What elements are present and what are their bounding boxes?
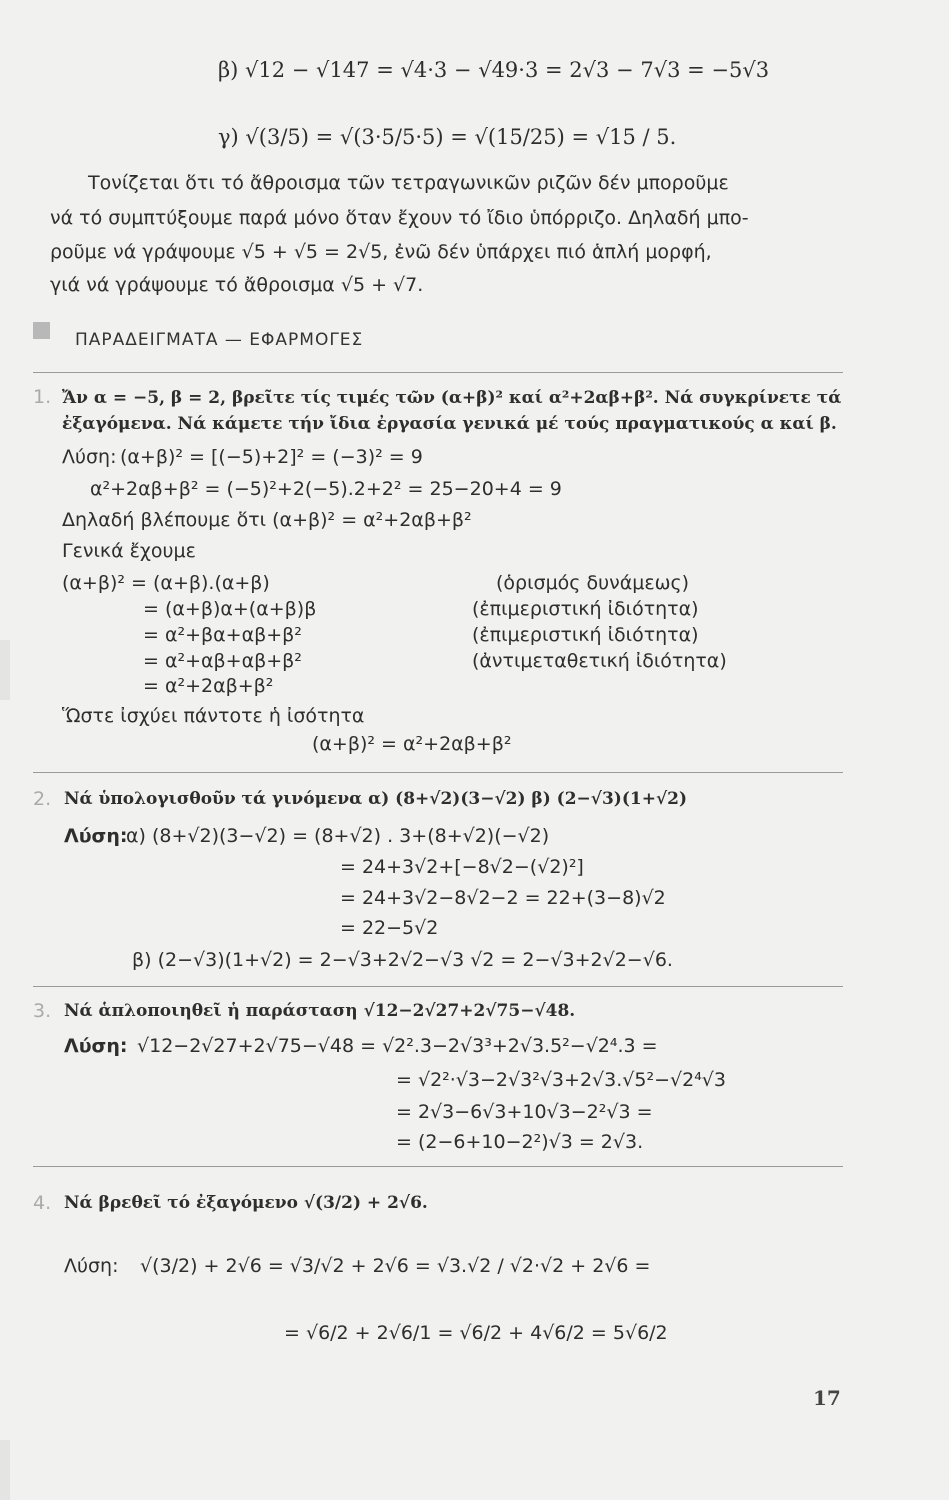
derivation-reason3: (ἐπιμεριστική ἰδιότητα) bbox=[472, 624, 699, 646]
example2-line3: = 24+3√2−8√2−2 = 22+(3−8)√2 bbox=[340, 887, 666, 909]
example1-line3: Δηλαδή βλέπουμε ὅτι (α+β)² = α²+2αβ+β² bbox=[62, 509, 472, 531]
derivation-step4: = α²+αβ+αβ+β² bbox=[143, 650, 302, 672]
intro-paragraph-line3: ροῦμε νά γράψουμε √5 + √5 = 2√5, ἐνῶ δέν ὑπάρχει πιό ἁπλή μορφή, bbox=[50, 241, 712, 263]
separator-line bbox=[33, 986, 843, 987]
intro-paragraph-line4: γιά νά γράψουμε τό ἄθροισμα √5 + √7. bbox=[50, 274, 424, 296]
example3-line3: = 2√3−6√3+10√3−2²√3 = bbox=[396, 1101, 653, 1123]
example1-line2: α²+2αβ+β² = (−5)²+2(−5).2+2² = 25−20+4 = 9 bbox=[90, 478, 562, 500]
example1-identity: (α+β)² = α²+2αβ+β² bbox=[312, 733, 512, 755]
intro-paragraph-line2: νά τό συμπτύξουμε παρά μόνο ὅταν ἔχουν τό ἴδιο ὑπόρριζο. Δηλαδή μπο- bbox=[50, 207, 749, 229]
separator-line bbox=[33, 1166, 843, 1167]
derivation-step3: = α²+βα+αβ+β² bbox=[143, 624, 302, 646]
example1-line1: (α+β)² = [(−5)+2]² = (−3)² = 9 bbox=[120, 446, 423, 468]
example-number: 4. bbox=[33, 1192, 52, 1214]
separator-line bbox=[33, 372, 843, 373]
example2-question: Νά ὑπολογισθοῦν τά γινόμενα α) (8+√2)(3−√2) β) (2−√3)(1+√2) bbox=[64, 789, 687, 809]
beta-equation: β) √12 − √147 = √4·3 − √49·3 = 2√3 − 7√3 = −5√3 bbox=[218, 58, 770, 82]
solution-label: Λύση: bbox=[64, 1255, 119, 1277]
example1-conclusion: Ὥστε ἰσχύει πάντοτε ἡ ἰσότητα bbox=[62, 705, 365, 727]
derivation-step2: = (α+β)α+(α+β)β bbox=[143, 598, 317, 620]
example4-line1: √(3/2) + 2√6 = √3/√2 + 2√6 = √3.√2 / √2·√2 + 2√6 = bbox=[140, 1255, 651, 1277]
solution-label: Λύση: bbox=[62, 446, 117, 468]
example-number: 3. bbox=[33, 1000, 52, 1022]
scan-artifact bbox=[0, 1440, 10, 1500]
example4-line2: = √6/2 + 2√6/1 = √6/2 + 4√6/2 = 5√6/2 bbox=[284, 1322, 668, 1344]
example3-line4: = (2−6+10−2²)√3 = 2√3. bbox=[396, 1131, 644, 1153]
solution-label: Λύση: bbox=[64, 825, 128, 847]
derivation-reason2: (ἐπιμεριστική ἰδιότητα) bbox=[472, 598, 699, 620]
example4-question: Νά βρεθεῖ τό ἐξαγόμενο √(3/2) + 2√6. bbox=[64, 1193, 428, 1213]
example2-line5: β) (2−√3)(1+√2) = 2−√3+2√2−√3 √2 = 2−√3+2√2−√6. bbox=[132, 949, 673, 971]
example2-line2: = 24+3√2+[−8√2−(√2)²] bbox=[340, 856, 584, 878]
gamma-equation: γ) √(3/5) = √(3·5/5·5) = √(15/25) = √15 / 5. bbox=[218, 125, 677, 149]
intro-paragraph-line1: Τονίζεται ὅτι τό ἄθροισμα τῶν τετραγωνικῶν ριζῶν δέν μποροῦμε bbox=[88, 172, 729, 194]
example-number: 2. bbox=[33, 788, 52, 810]
heading-bullet-square bbox=[33, 322, 50, 339]
example2-line1: α) (8+√2)(3−√2) = (8+√2) . 3+(8+√2)(−√2) bbox=[126, 825, 550, 847]
separator-line bbox=[33, 772, 843, 773]
derivation-reason4: (ἀντιμεταθετική ἰδιότητα) bbox=[472, 650, 727, 672]
example1-question-line1: Ἄν α = −5, β = 2, βρεῖτε τίς τιμές τῶν (α+β)² καί α²+2αβ+β². Νά συγκρίνετε τά bbox=[62, 388, 842, 408]
page-number: 17 bbox=[813, 1386, 841, 1410]
example1-question-line2: ἐξαγόμενα. Νά κάμετε τήν ἴδια ἐργασία γενικά μέ τούς πραγματικούς α καί β. bbox=[62, 414, 837, 434]
example1-line4: Γενικά ἔχουμε bbox=[62, 540, 196, 562]
example3-question: Νά ἁπλοποιηθεῖ ἡ παράσταση √12−2√27+2√75−√48. bbox=[64, 1001, 576, 1021]
example2-line4: = 22−5√2 bbox=[340, 917, 439, 939]
example-number: 1. bbox=[33, 386, 52, 408]
derivation-step1: (α+β)² = (α+β).(α+β) bbox=[62, 572, 270, 594]
derivation-step5: = α²+2αβ+β² bbox=[143, 675, 274, 697]
solution-label: Λύση: bbox=[64, 1035, 128, 1057]
section-heading: ΠΑΡΑΔΕΙΓΜΑΤΑ — ΕΦΑΡΜΟΓΕΣ bbox=[75, 330, 364, 350]
scan-artifact bbox=[0, 640, 10, 700]
example3-line1: √12−2√27+2√75−√48 = √2².3−2√3³+2√3.5²−√2⁴.3 = bbox=[137, 1035, 658, 1057]
derivation-reason1: (ὁρισμός δυνάμεως) bbox=[496, 572, 690, 594]
example3-line2: = √2²·√3−2√3²√3+2√3.√5²−√2⁴√3 bbox=[396, 1069, 727, 1091]
